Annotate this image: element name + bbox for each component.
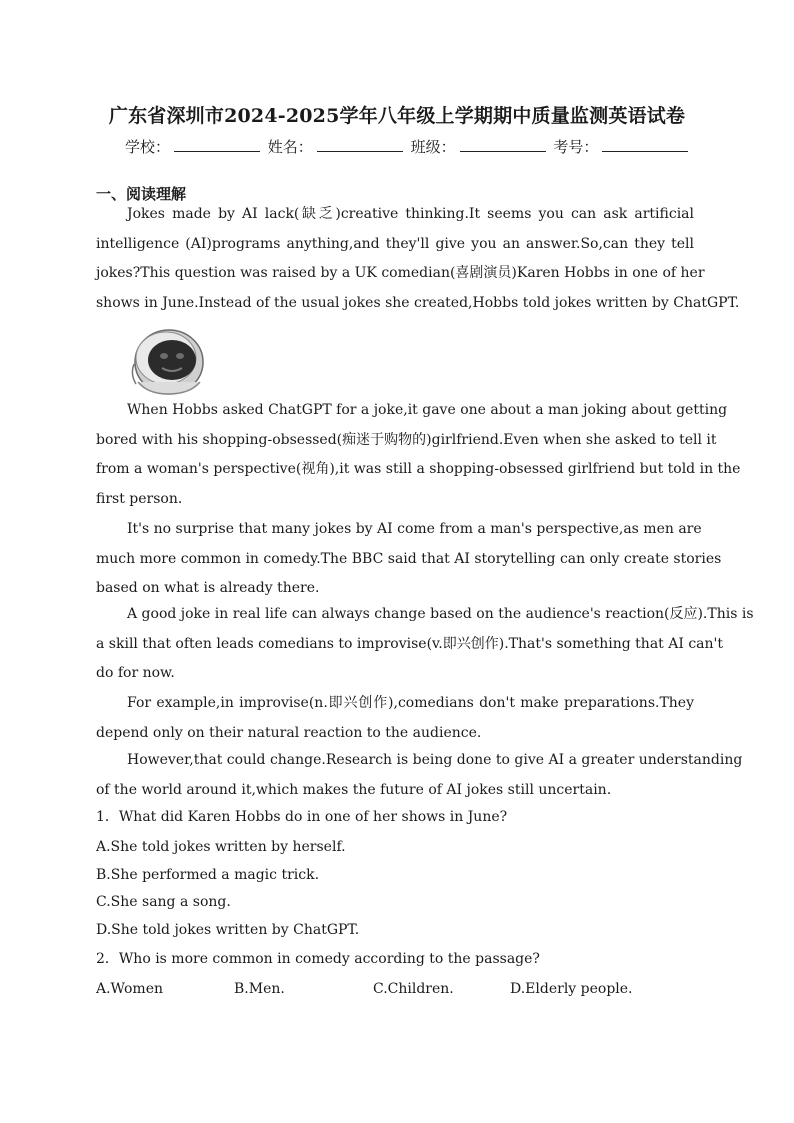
class-label: 班级： — [410, 138, 456, 156]
class-blank — [460, 137, 546, 152]
school-label: 学校： — [125, 138, 171, 156]
paragraph-3 — [96, 515, 722, 604]
number-blank — [602, 137, 688, 152]
paragraph-line: Jokes made by AI lack(缺乏)creative thinking.It seems you can ask artificial — [127, 206, 694, 222]
question-2-option-b: B.Men. — [234, 981, 285, 997]
paragraph-5 — [96, 689, 694, 748]
name-label: 姓名： — [267, 138, 313, 156]
school-blank — [174, 137, 260, 152]
paragraph-line: jokes?This question was raised by a UK comedian(喜剧演员)Karen Hobbs in one of her — [96, 265, 705, 281]
paragraph-line: When Hobbs asked ChatGPT for a joke,it gave one about a man joking about getting — [127, 402, 728, 418]
paragraph-line: intelligence (AI)programs anything,and they'll give you an answer.So,can they tell — [96, 235, 694, 252]
number-label: 考号： — [553, 138, 599, 156]
paragraph-line: from a woman's perspective(视角),it was still a shopping-obsessed girlfriend but told in the — [96, 461, 741, 477]
paragraph-line: a skill that often leads comedians to improvise(v.即兴创作).That's something that AI can't — [96, 635, 724, 652]
paragraph-line: It's no surprise that many jokes by AI come from a man's perspective,as men are — [127, 521, 702, 537]
paragraph-4 — [96, 600, 754, 689]
paragraph-6 — [96, 746, 743, 805]
paragraph-line: A good joke in real life can always change based on the audience's reaction(反应).This is — [127, 606, 754, 622]
paragraph-line: depend only on their natural reaction to the audience. — [96, 724, 482, 741]
question-1-option-d: D.She told jokes written by ChatGPT. — [96, 922, 360, 938]
paragraph-line: bored with his shopping-obsessed(痴迷于购物的)girlfriend.Even when she asked to tell it — [96, 431, 717, 448]
name-blank — [317, 137, 403, 152]
robot-illustration — [128, 324, 210, 396]
question-1-option-a: A.She told jokes written by herself. — [96, 839, 346, 855]
question-2-option-c: C.Children. — [373, 981, 454, 997]
question-2-option-a: A.Women — [96, 981, 164, 997]
question-1-option-b: B.She performed a magic trick. — [96, 867, 320, 883]
exam-title: 广东省深圳市2024-2025学年八年级上学期期中质量监测英语试卷 — [108, 105, 686, 127]
paragraph-2 — [96, 396, 741, 514]
paragraph-line: For example,in improvise(n.即兴创作),comedians don't make preparations.They — [127, 695, 694, 711]
question-1-option-c: C.She sang a song. — [96, 894, 231, 910]
question-2-stem: 2．Who is more common in comedy according to the passage? — [96, 951, 540, 967]
question-1-stem: 1．What did Karen Hobbs do in one of her shows in June? — [96, 809, 508, 825]
section-heading: 一、阅读理解 — [96, 185, 187, 203]
paragraph-line: based on what is already there. — [96, 580, 320, 596]
paragraph-1 — [96, 200, 740, 318]
student-info-row — [125, 136, 691, 157]
question-2-option-d: D.Elderly people. — [510, 981, 633, 997]
paragraph-line: However,that could change.Research is being done to give AI a greater understanding — [127, 752, 743, 768]
paragraph-line: much more common in comedy.The BBC said that AI storytelling can only create stories — [96, 550, 722, 567]
paragraph-line: first person. — [96, 490, 183, 507]
paragraph-line: do for now. — [96, 665, 175, 681]
paragraph-line: shows in June.Instead of the usual jokes she created,Hobbs told jokes written by ChatGPT. — [96, 294, 740, 311]
paragraph-line: of the world around it,which makes the future of AI jokes still uncertain. — [96, 781, 612, 798]
